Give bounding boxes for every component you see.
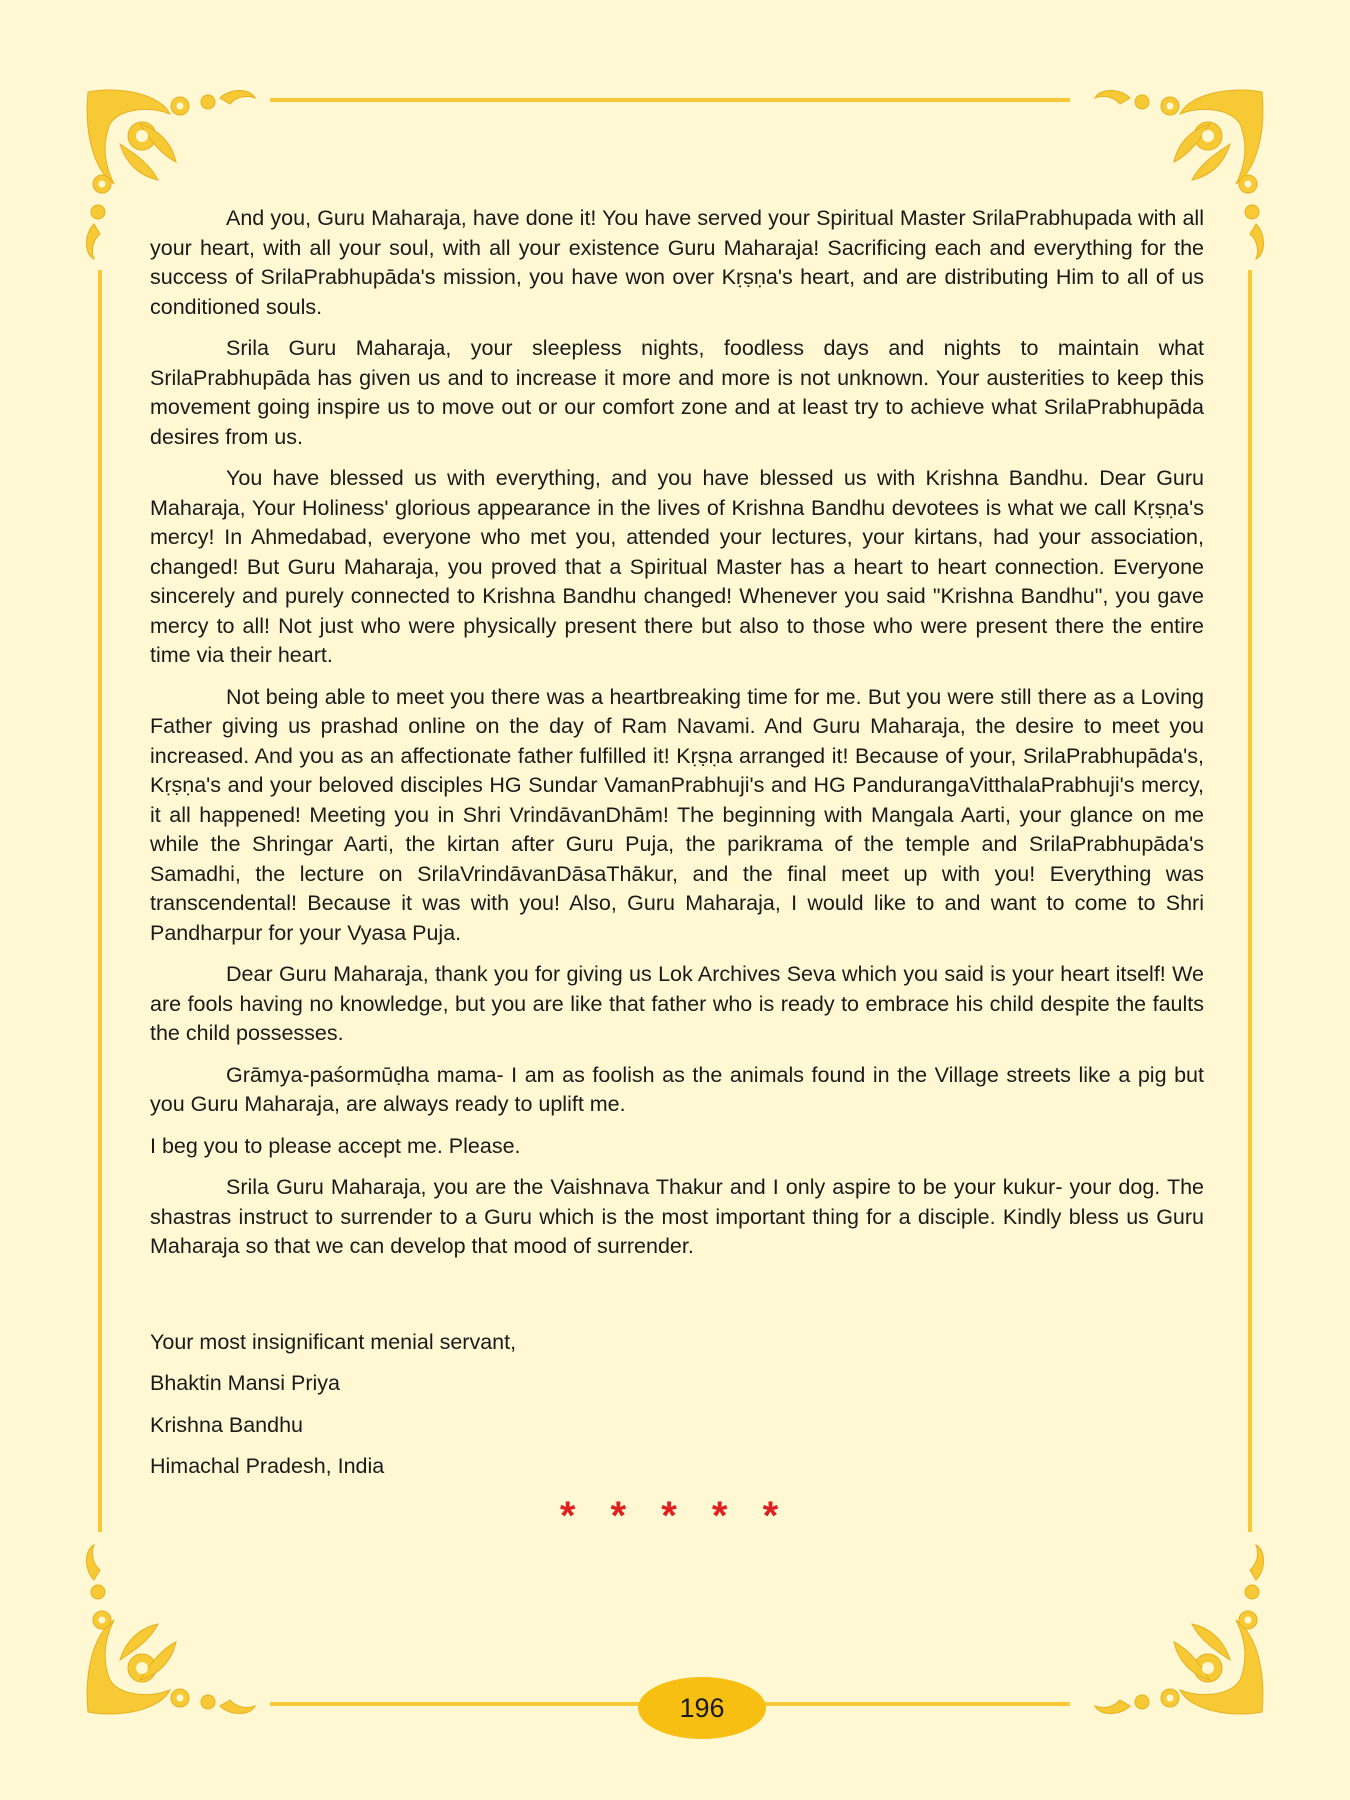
paragraph: Grāmya-paśormūḍha mama- I am as foolish as the animals found in the Village streets like a pig but you Guru Maharaja, are always ready to uplift me. <box>150 1062 1204 1116</box>
border-bottom-left-line <box>270 1702 640 1706</box>
signature-group: Krishna Bandhu <box>150 1412 303 1437</box>
corner-ornament-icon <box>1070 1520 1270 1720</box>
corner-ornament-icon <box>80 1520 280 1720</box>
paragraph: Srila Guru Maharaja, your sleepless nights, foodless days and nights to maintain what SrilaPrabhupāda has given us and to increase it more and more is not unknown. Your austerities to keep this movement going inspire us to move out or our comfort zone and at least try to achieve what SrilaPrabhupāda desires from us. <box>150 336 1204 449</box>
plea-line: I beg you to please accept me. Please. <box>150 1133 521 1158</box>
section-separator-stars: * * * * * <box>559 1494 791 1538</box>
page-number-badge <box>638 1677 766 1739</box>
signature-location: Himachal Pradesh, India <box>150 1454 385 1478</box>
signature-name: Bhaktin Mansi Priya <box>150 1371 340 1395</box>
paragraph: You have blessed us with everything, and you have blessed us with Krishna Bandhu. Dear Guru Maharaja, Your Holiness' glorious appearance in the lives of Krishna Bandhu devotees is what we call Kṛṣṇa's mercy! In Ahmedabad, everyone who met you, attended your lectures, your kirtans, had your association, changed! But Guru Maharaja, you proved that a Spiritual Master has a heart to heart connection. Everyone sincerely and purely connected to Krishna Bandhu changed! Whenever you said "Krishna Bandhu", you gave mercy to all! Not just who were physically present there but also to those who were present there the entire time via their heart. <box>150 466 1204 667</box>
letter-body <box>150 204 1204 1494</box>
border-right-line <box>1248 270 1252 1532</box>
spacer <box>150 1274 1204 1328</box>
border-left-line <box>98 270 102 1532</box>
paragraph: And you, Guru Maharaja, have done it! You have served your Spiritual Master SrilaPrabhupada with all your heart, with all your soul, with all your existence Guru Maharaja! Sacrificing each and everything for the success of SrilaPrabhupāda's mission, you have won over Kṛṣṇa's heart, and are distributing Him to all of us conditioned souls. <box>150 206 1204 319</box>
paragraph: Dear Guru Maharaja, thank you for giving us Lok Archives Seva which you said is your heart itself! We are fools having no knowledge, but you are like that father who is ready to embrace his child despite the faults the child possesses. <box>150 962 1204 1045</box>
page-number: 196 <box>679 1692 725 1723</box>
paragraph: Srila Guru Maharaja, you are the Vaishnava Thakur and I only aspire to be your kukur- your dog. The shastras instruct to surrender to a Guru which is the most important thing for a disciple. Kindly bless us Guru Maharaja so that we can develop that mood of surrender. <box>150 1175 1204 1258</box>
border-top-line <box>270 98 1070 102</box>
signature-closing: Your most insignificant menial servant, <box>150 1329 517 1354</box>
border-bottom-right-line <box>765 1702 1070 1706</box>
paragraph: Not being able to meet you there was a heartbreaking time for me. But you were still there as a Loving Father giving us prashad online on the day of Ram Navami. And Guru Maharaja, the desire to meet you increased. And you as an affectionate father fulfilled it! Kṛṣṇa arranged it! Because of your, SrilaPrabhupāda's, Kṛṣṇa's and your beloved disciples HG Sundar VamanPrabhuji's and HG PandurangaVitthalaPrabhuji's mercy, it all happened! Meeting you in Shri VrindāvanDhām! The beginning with Mangala Aarti, your glance on me while the Shringar Aarti, the kirtan after Guru Puja, the parikrama of the temple and SrilaPrabhupāda's Samadhi, the lecture on SrilaVrindāvanDāsaThākur, and the final meet up with you! Everything was transcendental! Because it was with you! Also, Guru Maharaja, I would like to and want to come to Shri Pandharpur for your Vyasa Puja. <box>150 684 1204 945</box>
